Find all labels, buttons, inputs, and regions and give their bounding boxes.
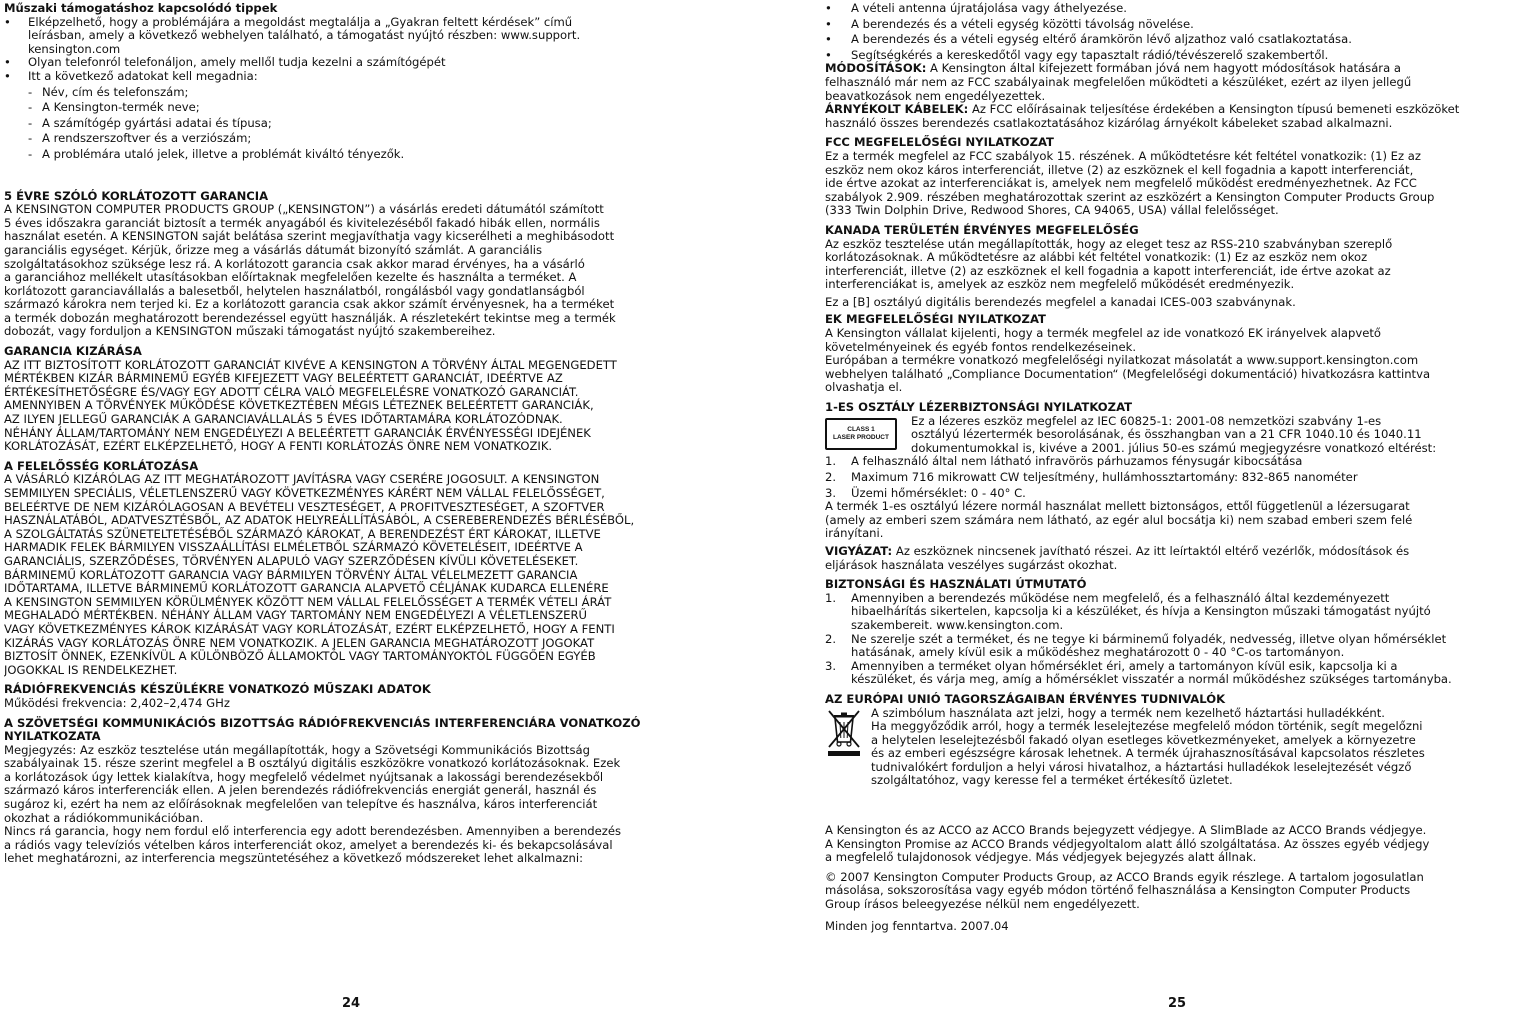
laser-block: [825, 415, 1530, 456]
info-item: - A Kensington-termék neve;: [28, 100, 200, 115]
tip-item: • Olyan telefonról telefonáljon, amely mellől tudja kezelni a számítógépét: [4, 55, 446, 70]
info-item: - A számítógép gyártási adatai és típusa;: [28, 115, 272, 130]
laser-item: 1. A felhasználó által nem látható infravörös párhuzamos fénysugár kibocsátása: [825, 454, 1303, 469]
laser-item: 2. Maximum 716 mikrowatt CW teljesítmény, hullámhossztartomány: 832-865 nanométer: [825, 470, 1358, 484]
copyright-text: © 2007 Kensington Computer Products Group, az ACCO Brands egyik részlege. A tartalom jogosulatlan másolása, sokszorosítása vagy egyéb módon történő felhasználása a Kensington Computer Products Group írásos beleegyezése nélkül nem engedélyezett.: [825, 869, 1424, 912]
left-page: [4, 2, 707, 987]
remedy-item: • A berendezés és a vételi egység közötti távolság növelése.: [825, 16, 1194, 31]
remedy-item: • A berendezés és a vételi egység eltérő áramkörön lévő aljzathoz való csatlakoztatása.: [825, 32, 1352, 47]
modifications-label: MÓDOSÍTÁSOK:: [825, 61, 927, 76]
shielded-label: ÁRNYÉKOLT KÁBELEK:: [825, 102, 969, 117]
info-item: - A rendszerszoftver és a verziószám;: [28, 131, 252, 146]
warranty-text: A KENSINGTON COMPUTER PRODUCTS GROUP („KENSINGTON”) a vásárlás eredeti dátumától számított 5 éves időszakra garanciát biztosít a termék anyagából és kivitelezéséből fakadó hibák ellen, normális használat esetén. A KENSINGTON saját belátása szerint megjavíthatja vagy kicserélheti a meghibásodott garanciális egységet. Kérjük, őrizze meg a vásárlás dátumát bizonyító számlát. A garanciális szolgáltatásokhoz szüksége lesz rá. A korlátozott garancia csak akkor marad érvényes, ha a vásárló a garanciához mellékelt utasításokban előírtaknak megfelelően kezelte és használta a terméket. A korlátozott garanciavállalás a balesetből, helytelen használatból, rongálásból vagy gondatlanságból származó károkra nem terjed ki. Ez a korlátozott garancia csak akkor számít érvényesnek, ha a terméket a termék dobozán meghatározott berendezéssel együtt használják. A részletekért tekintse meg a termék dobozát, vagy forduljon a KENSINGTON műszaki támogatást nyújtó szakembereihez.: [4, 202, 616, 339]
trademark-text: A Kensington és az ACCO az ACCO Brands bejegyzett védjegye. A SlimBlade az ACCO Brands védjegye. A Kensington Promise az ACCO Brands védjegyoltalom alatt álló szolgáltatása. Az összes egyéb védjegy a megfelelő tulajdonosok védjegye. Más védjegyek bejegyzés alatt állnak.: [825, 823, 1430, 865]
safety-item: 1. Amennyiben a berendezés működése nem megfelelő, és a felhasználó által kezdeményezett hibaelhárítás sikertelen, kapcsolja ki a készüléket, és hívja a Kensington műszaki támogatást nyújtó szakembereit. www.kensington.com.: [825, 590, 1431, 632]
fcc-text: Ez a termék megfelel az FCC szabályok 15. részének. A működtetésre két feltétel vonatkozik: (1) Ez az eszköz nem okoz káros interferenciát, illetve (2) az eszköznek el kell fogadnia a kapott interferenciát, ide értve azokat az interferenciákat is, amelyek nem megfelelő működést eredményezhetnek. Az FCC szabályok 2.909. részében meghatározottak szerint az eszközért a Kensington Computer Products Group (333 Twin Dolphin Drive, Redwood Shores, CA 94065, USA) vállal felelősséget.: [825, 148, 1435, 218]
fcc-rf-text: Megjegyzés: Az eszköz tesztelése után megállapították, hogy a Szövetségi Kommunikációs Bizottság szabályainak 15. része szerint megfelel a B osztályú digitális eszközökre vonatkozó korlátozásoknak. Ezek a korlátozások úgy lettek kialakítva, hogy megfelelő védelmet nyújtsanak a lakossági berendezésekből származó káros interferenciák ellen. A jelen berendezés rádiófrekvenciás energiát generál, használ és sugároz ki, ezért ha nem az előírásoknak megfelelően van telepítve és használva, káros interferenciát okozhat a rádiókommunikációban.: [4, 742, 621, 825]
remedy-item: • Segítségkérés a kereskedőtől vagy egy tapasztalt rádió/tévészerelő szakembertől.: [825, 47, 1329, 62]
laser-text-2: A termék 1-es osztályú lézere normál használat mellett biztonságos, ettől függetlenül a lézersugarat (amely az emberi szem számára nem látható, az egér alul bocsátja ki) nem szabad emberi szem felé irányítani.: [825, 499, 1413, 541]
modifications-text: A Kensington által kifejezett formában jóvá nem hagyott módosítások hatására a felhasználó már nem az FCC szabályainak megfelelően működteti a készüléket, ezért az ilyen jellegű beavatkozások nem engedélyezettek.: [825, 61, 1412, 103]
eu-text: A szimbólum használata azt jelzi, hogy a termék nem kezelhető háztartási hulladékként. Ha meggyőződik arról, hogy a termék leselejtezése megfelelő módon történik, segít megelőzni a helytelen leselejtezésből fakadó olyan esetleges következményeket, amelyek a környezetre és az emberi egészségre károsak lehetnek. A termék újrahasznosításával kapcsolatos részletes tudnivalókért forduljon a helyi városi hivatalhoz, a háztartási hulladékok leselejtezését végző szolgáltatóhoz, vagy keresse fel a terméket értékesítő üzletet.: [871, 705, 1425, 788]
remedy-item: • A vételi antenna újratájolása vagy áthelyezése.: [825, 2, 1127, 15]
shielded-text: Az FCC előírásainak teljesítése érdekében a Kensington típusú bemeneti eszközöket használó összes berendezés csatlakoztatásához kizárólag árnyékolt kábeleket szabad alkalmazni.: [825, 102, 1460, 130]
canada-text: Az eszköz tesztelése után megállapították, hogy az eleget tesz az RSS-210 szabványban szereplő korlátozásoknak. A működtetésre az alábbi két feltétel vonatkozik: (1) Ez az eszköz nem okoz interferenciát, illetve (2) az eszköznek el kell fogadnia a kapott interferenciát, ide értve azokat az interferenciákat is, amelyek az eszköz nem megfelelő működését eredményezik.: [825, 236, 1393, 292]
page-number-right: 25: [1168, 996, 1187, 1011]
tip-item: • Elképzelhető, hogy a problémájára a megoldást megtalálja a „Gyakran feltett kérdések” című leírásban, amely a következő webhelyen található, a támogatást nyújtó részben: www.support. kensington.com: [4, 14, 581, 56]
class1-laser-label: CLASS 1 LASER PRODUCT: [825, 418, 897, 450]
info-item: - Név, cím és telefonszám;: [28, 84, 189, 99]
warranty-heading: 5 ÉVRE SZÓLÓ KORLÁTOZOTT GARANCIA: [4, 188, 269, 203]
canada-heading: KANADA TERÜLETÉN ÉRVÉNYES MEGFELELŐSÉG: [825, 222, 1139, 237]
shielded-paragraph: [825, 103, 1530, 130]
tips-heading: Műszaki támogatáshoz kapcsolódó tippek: [4, 2, 278, 15]
rights-text: Minden jog fenntartva. 2007.04: [825, 918, 1009, 933]
ec-text: A Kensington vállalat kijelenti, hogy a termék megfelel az ide vonatkozó EK irányelvek alapvető követelményeinek és egyéb fontos rendelkezéseinek. Európában a termékre vonatkozó megfelelőségi nyilatkozat másolatát a www.support.kensington.com webhelyen található „Compliance Documentation“ (Megfelelőségi dokumentáció) hivatkozásra kattintva olvashatja el.: [825, 326, 1431, 395]
caution-label: VIGYÁZAT:: [825, 543, 893, 558]
weee-bin-icon: [825, 709, 863, 757]
exclusion-heading: GARANCIA KIZÁRÁSA: [4, 344, 142, 359]
liability-heading: A FELELŐSSÉG KORLÁTOZÁSA: [4, 458, 199, 473]
liability-text: A VÁSÁRLÓ KIZÁRÓLAG AZ ITT MEGHATÁROZOTT JAVÍTÁSRA VAGY CSERÉRE JOGOSULT. A KENSINGTON SEMMILYEN SPECIÁLIS, VÉLETLENSZERŰ VAGY KÖVETKEZMÉNYES KÁRÉRT NEM VÁLLAL FELELŐSSÉGET, BELEÉRTVE DE NEM KIZÁRÓLAGOSAN A BEVÉTELI VESZTESÉGET, A PROFITVESZTESÉGET, A SZOFTVER HASZNÁLATÁBÓL, ADATVESZTÉSBŐL, AZ ADATOK HELYREÁLLÍTÁSÁBÓL, A CSEREBERENDEZÉS BÉRLÉSÉBŐL, A SZOLGÁLTATÁS SZÜNETELTETÉSÉBŐL SZÁRMAZÓ KÁROKAT, A BERENDEZÉST ÉRT KÁROKAT, ILLETVE HARMADIK FELEK BÁRMILYEN VISSZAÁLLÍTÁSI ELMÉLETBŐL SZÁRMAZÓ KÖVETELÉSEIT, IDEÉRTVE A GARANCIÁLIS, SZERZŐDÉSES, TÖRVÉNYEN ALAPULÓ VAGY SZERZŐDÉSEN KÍVÜLI KÖVETELÉSEKET. BÁRMINEMŰ KORLÁTOZOTT GARANCIA VAGY BÁRMILYEN TÖRVÉNY ÁLTAL VÉLELMEZETT GARANCIA IDŐTARTAMA, ILLETVE BÁRMINEMŰ KORLÁTOZOTT GARANCIA ALAPVETŐ CÉLJÁNAK KUDARCA ELLENÉRE A KENSINGTON SEMMILYEN KÖRÜLMÉNYEK KÖZÖTT NEM VÁLLAL FELELŐSSÉGET A TERMÉK VÉTELI ÁRÁT MEGHALADÓ MÉRTÉKBEN. NÉHÁNY ÁLLAM VAGY TARTOMÁNY NEM ENGEDÉLYEZI A VÉLETLENSZERŰ VAGY KÖVETKEZMÉNYES KÁROK KIZÁRÁSÁT VAGY KORLÁTOZÁSÁT, EZÉRT ELKÉPZELHETŐ, HOGY A FENTI KIZÁRÁS VAGY KORLÁTOZÁS ÖNRE NEM VONATKOZIK. A JELEN GARANCIA MEGHATÁROZOTT JOGOKAT BIZTOSÍT ÖNNEK, EZENKÍVÜL A KÜLÖNBÖZŐ ÁLLAMOKTÓL VAGY TARTOMÁNYOKTÓL FÜGGŐEN EGYÉB JOGOKKAL IS RENDELKEZHET.: [4, 472, 635, 677]
fcc-rf-text: Nincs rá garancia, hogy nem fordul elő interferencia egy adott berendezésben. Amennyiben a berendezés a rádiós vagy televíziós vételben káros interferenciát okoz, amelyet a berendezés ki- és bekapcsolásával lehet meghatározni, az interferencia megszüntetéséhez a következő módszereket lehet alkalmazni:: [4, 824, 622, 866]
caution-paragraph: [825, 545, 1530, 572]
rf-text: Működési frekvencia: 2,402–2,474 GHz: [4, 695, 230, 710]
ec-heading: EK MEGFELELŐSÉGI NYILATKOZAT: [825, 312, 1046, 327]
page-number-left: 24: [342, 996, 361, 1011]
laser-text: Ez a lézeres eszköz megfelel az IEC 60825-1: 2001-08 nemzetközi szabvány 1-es osztályú lézertermék besorolásának, és összhangban van a 21 CFR 1040.10 és 1040.11 dokumentumokkal is, kivéve a 2001. július 50-es számú megjegyzésre vonatkozó eltérést:: [911, 413, 1437, 455]
laser-item: 3. Üzemi hőmérséklet: 0 - 40° C.: [825, 485, 1026, 500]
tip-item: • Itt a következő adatokat kell megadnia:: [4, 68, 258, 83]
fcc-heading: FCC MEGFELELŐSÉGI NYILATKOZAT: [825, 135, 1054, 150]
laser-heading: 1-ES OSZTÁLY LÉZERBIZTONSÁGI NYILATKOZAT: [825, 400, 1133, 415]
safety-item: 3. Amennyiben a terméket olyan hőmérséklet éri, amely a tartományon kívül esik, kapcsolja ki a készüléket, és várja meg, amíg a hőmérséklet visszatér a normál működéshez szükséges tartományba.: [825, 658, 1452, 687]
info-item: - A problémára utaló jelek, illetve a problémát kiváltó tényezők.: [28, 146, 405, 161]
rf-heading: RÁDIÓFREKVENCIÁS KÉSZÜLÉKRE VONATKOZÓ MŰSZAKI ADATOK: [4, 682, 431, 697]
caution-text: Az eszköznek nincsenek javítható részei. Az itt leírtaktól eltérő vezérlők, módosítások és eljárások használata veszélyes sugárzást okozhat.: [825, 543, 1410, 572]
eu-block: [825, 707, 1530, 789]
modifications-paragraph: [825, 62, 1530, 103]
canada-text: Ez a [B] osztályú digitális berendezés megfelel a kanadai ICES-003 szabványnak.: [825, 294, 1296, 309]
exclusion-text: AZ ITT BIZTOSÍTOTT KORLÁTOZOTT GARANCIÁT KIVÉVE A KENSINGTON A TÖRVÉNY ÁLTAL MEGENGEDETT MÉRTÉKBEN KIZÁR BÁRMINEMŰ EGYÉB KIFEJEZETT VAGY BELEÉRTETT GARANCIÁT, IDEÉRTVE AZ ÉRTÉKESÍTHETŐSÉGRE ÉS/VAGY EGY ADOTT CÉLRA VALÓ MEGFELELÉSRE VONATKOZÓ GARANCIÁT. AMENNYIBEN A TÖRVÉNYEK MŰKÖDÉSE KÖVETKEZTÉBEN MÉGIS LÉTEZNEK BELEÉRTETT GARANCIÁK, AZ ILYEN JELLEGŰ GARANCIÁK A GARANCIAVÁLLALÁS 5 ÉVES IDŐTARTAMÁRA KORLÁTOZÓDNAK. NÉHÁNY ÁLLAM/TARTOMÁNY NEM ENGEDÉLYEZI A BELEÉRTETT GARANCIÁK ÉRVÉNYESSÉGI IDEJÉNEK KORLÁTOZÁSÁT, EZÉRT ELKÉPZELHETŐ, HOGY A FENTI KORLÁTOZÁS ÖNRE NEM VONATKOZIK.: [4, 357, 617, 454]
eu-heading: AZ EURÓPAI UNIÓ TAGORSZÁGAIBAN ÉRVÉNYES TUDNIVALÓK: [825, 691, 1226, 706]
fcc-rf-heading: A SZÖVETSÉGI KOMMUNIKÁCIÓS BIZOTTSÁG RÁDIÓFREKVENCIÁS INTERFERENCIÁRA VONATKOZÓ NYILATKOZATA: [4, 715, 641, 744]
safety-heading: BIZTONSÁGI ÉS HASZNÁLATI ÚTMUTATÓ: [825, 577, 1087, 592]
right-page: [825, 2, 1530, 1010]
safety-item: 2. Ne szerelje szét a terméket, és ne tegye ki bárminemű folyadék, nedvesség, illetve olyan hőmérséklet hatásának, amely kívül esik a működéshez meghatározott 0 - 40 °C-os tartományon.: [825, 631, 1447, 660]
